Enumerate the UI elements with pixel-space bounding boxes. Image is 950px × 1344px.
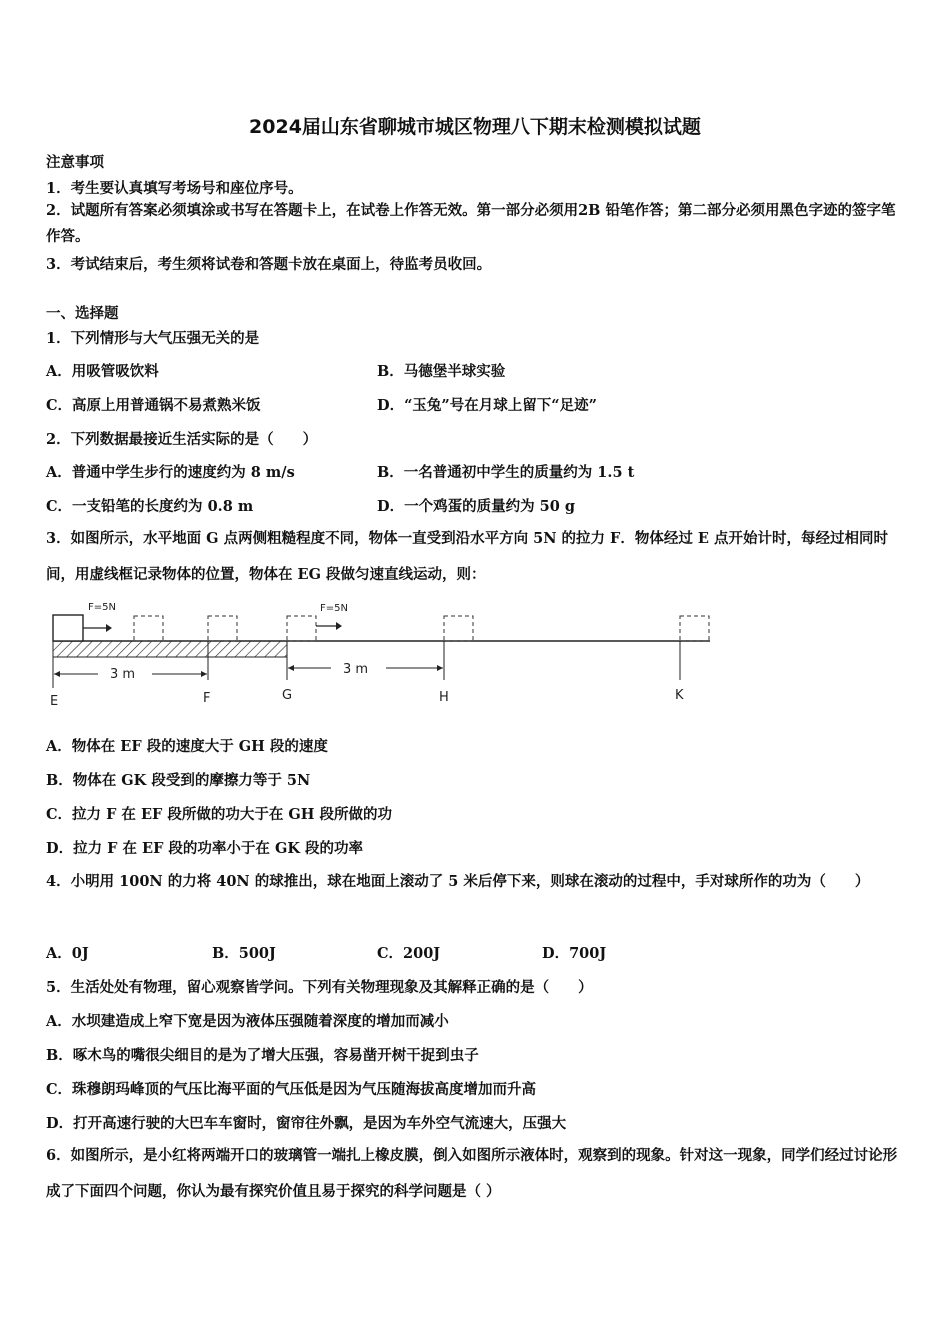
option-b: B．啄木鸟的嘴很尖细目的是为了增大压强，容易凿开树干捉到虫子 <box>46 1047 479 1064</box>
question-stem: 5．生活处处有物理，留心观察皆学问。下列有关物理现象及其解释正确的是（ ） <box>46 979 593 996</box>
distance-label: 3 m <box>343 662 369 677</box>
notice-heading: 注意事项 <box>46 154 104 171</box>
point-label: E <box>50 694 59 709</box>
position-box <box>134 616 163 641</box>
force-label: F=5N <box>88 602 116 613</box>
force-label: F=5N <box>320 603 348 614</box>
option-b: B．500J <box>212 945 276 962</box>
point-label: G <box>282 688 293 703</box>
option-a: A．水坝建造成上窄下宽是因为液体压强随着深度的增加而减小 <box>46 1013 449 1030</box>
question-stem: 4．小明用 100N 的力将 40N 的球推出，球在地面上滚动了 5 米后停下来，则球在滚动的过程中，手对球所作的功为（ ） <box>46 873 870 890</box>
rough-surface <box>53 641 287 657</box>
position-box <box>208 616 237 641</box>
option-d: D．拉力 F 在 EF 段的功率小于在 GK 段的功率 <box>46 840 363 857</box>
option-c: C．一支铅笔的长度约为 0.8 m <box>46 498 254 515</box>
option-c: C．拉力 F 在 EF 段所做的功大于在 GH 段所做的功 <box>46 806 393 823</box>
question-stem: 2．下列数据最接近生活实际的是（ ） <box>46 431 318 448</box>
point-label: H <box>439 690 449 705</box>
notice-item: 1．考生要认真填写考场号和座位序号。 <box>46 180 303 197</box>
option-a: A．物体在 EF 段的速度大于 GH 段的速度 <box>46 738 328 755</box>
option-c: C．200J <box>377 945 441 962</box>
position-box <box>287 616 316 641</box>
point-label: K <box>675 688 684 703</box>
point-label: F <box>203 691 211 706</box>
notice-item: 3．考试结束后，考生须将试卷和答题卡放在桌面上，待监考员收回。 <box>46 256 492 273</box>
option-a: A．普通中学生步行的速度约为 8 m/s <box>46 464 295 481</box>
page-title: 2024届山东省聊城市城区物理八下期末检测模拟试题 <box>249 116 701 138</box>
notice-item: 2．试题所有答案必须填涂或书写在答题卡上，在试卷上作答无效。第一部分必须用2B 铅笔作答；第二部分必须用黑色字迹的签字笔作答。 <box>46 202 896 245</box>
position-box <box>680 616 709 641</box>
question-stem: 3．如图所示，水平地面 G 点两侧粗糙程度不同，物体一直受到沿水平方向 5N 的拉力 F．物体经过 E 点开始计时，每经过相同时间，用虚线框记录物体的位置，物体在 EG 段做匀速直线运动，则： <box>46 530 888 583</box>
option-b: B．马德堡半球实验 <box>377 363 506 380</box>
option-c: C．高原上用普通锅不易煮熟米饭 <box>46 397 261 414</box>
question-stem: 1．下列情形与大气压强无关的是 <box>46 330 260 347</box>
option-a: A．0J <box>46 945 89 962</box>
motion-diagram <box>46 598 726 713</box>
option-b: B．物体在 GK 段受到的摩擦力等于 5N <box>46 772 311 789</box>
object-block <box>53 615 83 641</box>
option-c: C．珠穆朗玛峰顶的气压比海平面的气压低是因为气压随海拔高度增加而升高 <box>46 1081 537 1098</box>
question-stem: 6．如图所示，是小红将两端开口的玻璃管一端扎上橡皮膜，倒入如图所示液体时，观察到的现象。针对这一现象，同学们经过讨论形成了下面四个问题，你认为最有探究价值且易于探究的科学问题是（ ） <box>46 1147 898 1200</box>
option-d: D．“玉兔”号在月球上留下“足迹” <box>377 397 597 414</box>
position-box <box>444 616 473 641</box>
option-d: D．700J <box>542 945 607 962</box>
option-b: B．一名普通初中学生的质量约为 1.5 t <box>377 464 635 481</box>
option-d: D．打开高速行驶的大巴车车窗时，窗帘往外飘，是因为车外空气流速大，压强大 <box>46 1115 567 1132</box>
distance-label: 3 m <box>110 667 136 682</box>
option-a: A．用吸管吸饮料 <box>46 363 159 380</box>
section-heading: 一、选择题 <box>46 305 119 322</box>
option-d: D．一个鸡蛋的质量约为 50 g <box>377 498 575 515</box>
